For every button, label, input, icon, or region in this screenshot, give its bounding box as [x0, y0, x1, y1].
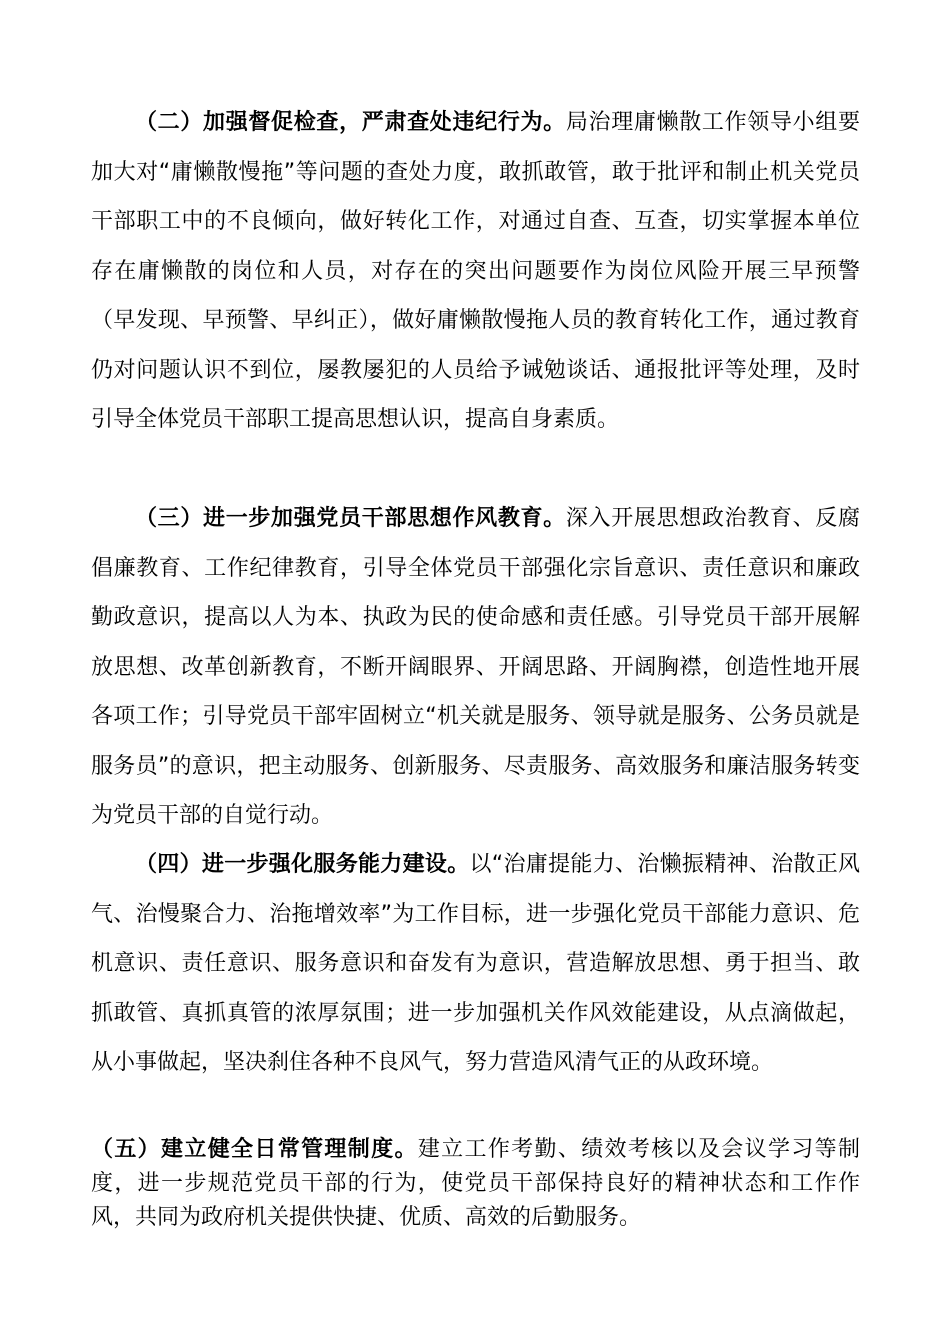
paragraph-5 [91, 1133, 860, 1235]
paragraph-body: 建立工作考勤、绩效考核以及会议学习等制度，进一步规范党员干部的行为，使党员干部保持良好的精神状态和工作作风，共同为政府机关提供快捷、优质、高效的后勤服务。 [91, 1137, 860, 1230]
paragraph-heading: （二）加强督促检查，严肃查处违纪行为。 [135, 110, 566, 135]
paragraph-heading: （三）进一步加强党员干部思想作风教育。 [135, 506, 566, 531]
paragraph-3 [91, 494, 860, 841]
paragraph-4 [91, 840, 860, 1088]
paragraph-heading: （四）进一步强化服务能力建设。 [135, 852, 470, 877]
paragraph-body: 以“治庸提能力、治懒振精神、治散正风气、治慢聚合力、治拖增效率”为工作目标，进一步强化党员干部能力意识、危机意识、责任意识、服务意识和奋发有为意识，营造解放思想、勇于担当、敢抓敢管、真抓真管的浓厚氛围；进一步加强机关作风效能建设，从点滴做起，从小事做起，坚决刹住各种不良风气，努力营造风清气正的从政环境。 [91, 852, 860, 1075]
paragraph-body: 深入开展思想政治教育、反腐倡廉教育、工作纪律教育，引导全体党员干部强化宗旨意识、责任意识和廉政勤政意识，提高以人为本、执政为民的使命感和责任感。引导党员干部开展解放思想、改革创新教育，不断开阔眼界、开阔思路、开阔胸襟，创造性地开展各项工作；引导党员干部牢固树立“机关就是服务、领导就是服务、公务员就是服务员”的意识，把主动服务、创新服务、尽责服务、高效服务和廉洁服务转变为党员干部的自觉行动。 [91, 506, 860, 828]
paragraph-2 [91, 98, 860, 445]
paragraph-heading: （五）建立健全日常管理制度。 [91, 1137, 418, 1162]
paragraph-body: 局治理庸懒散工作领导小组要加大对“庸懒散慢拖”等问题的查处力度，敢抓敢管，敢于批评和制止机关党员干部职工中的不良倾向，做好转化工作，对通过自查、互查，切实掌握本单位存在庸懒散的岗位和人员，对存在的突出问题要作为岗位风险开展三早预警（早发现、早预警、早纠正），做好庸懒散慢拖人员的教育转化工作，通过教育仍对问题认识不到位，屡教屡犯的人员给予诫勉谈话、通报批评等处理，及时引导全体党员干部职工提高思想认识，提高自身素质。 [91, 110, 860, 432]
